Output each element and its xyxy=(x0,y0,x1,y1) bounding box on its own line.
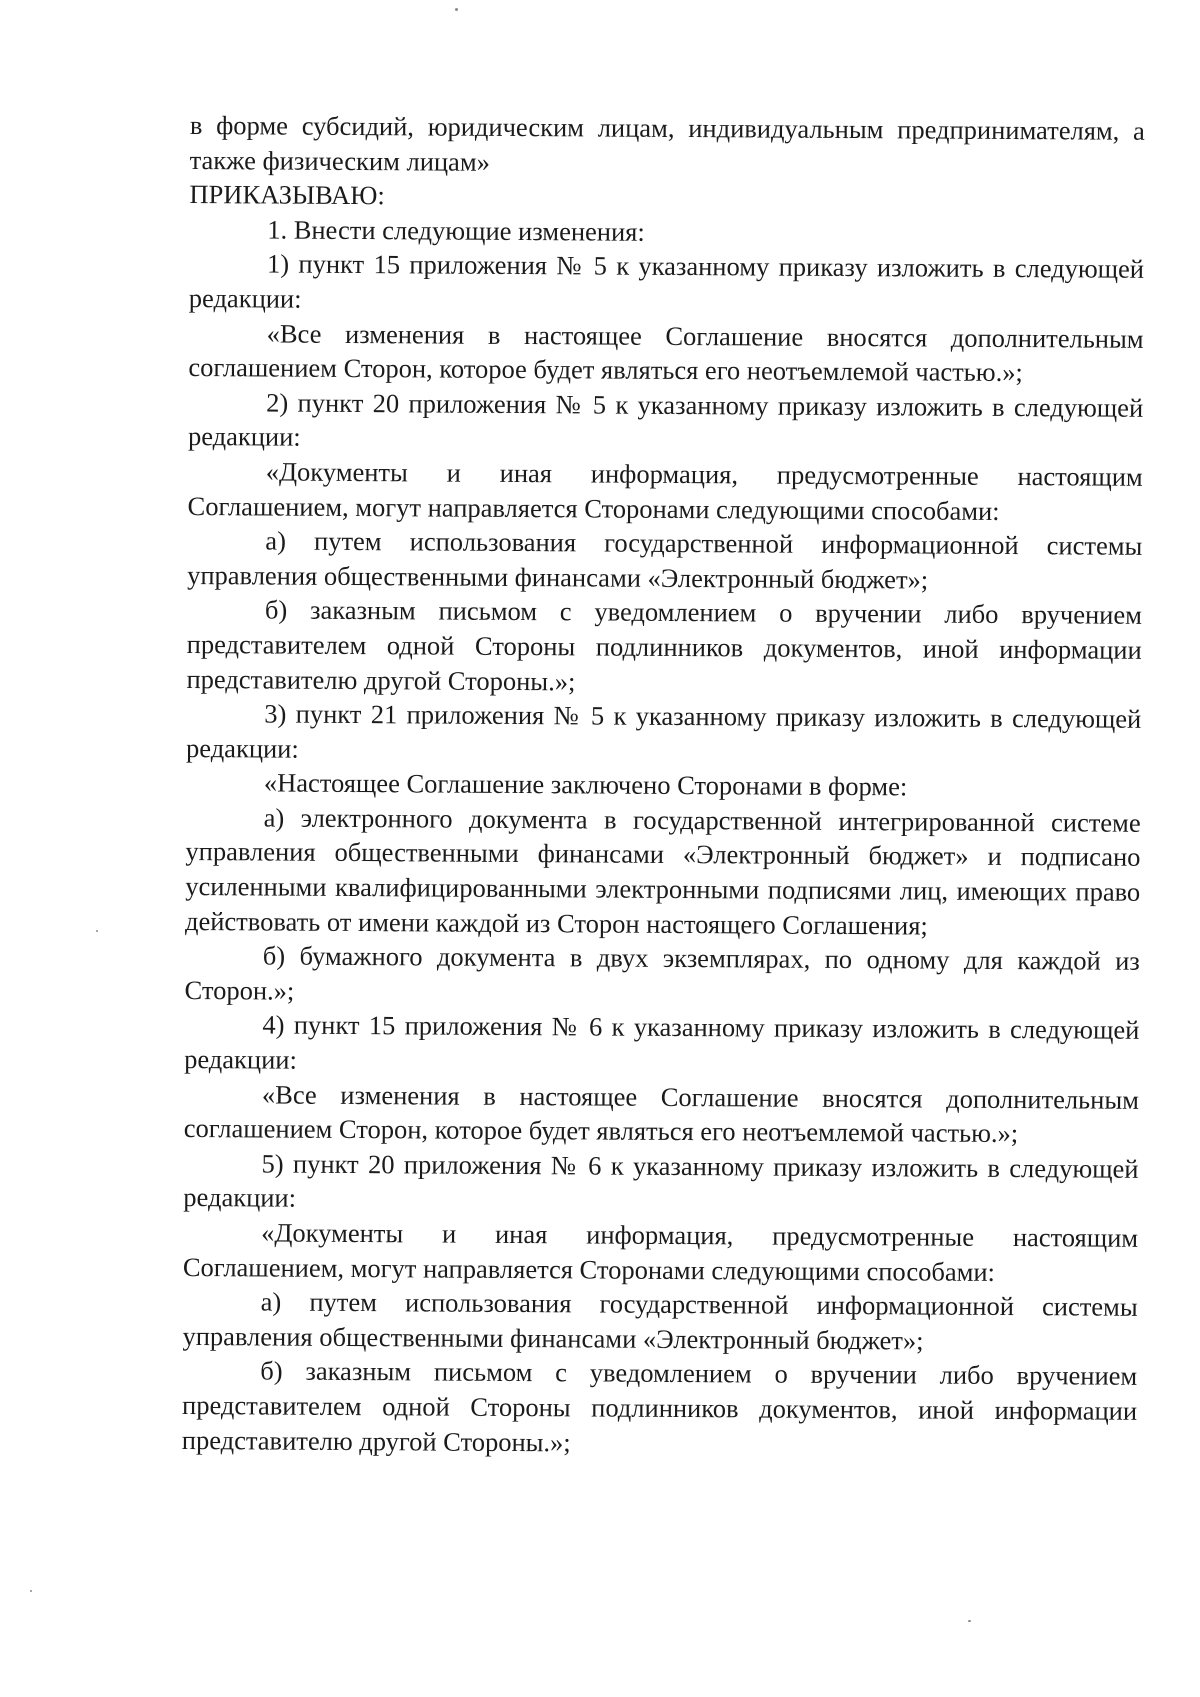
paragraph-preamble-end: в форме субсидий, юридическим лицам, индивидуальным предпринимателям, а также физическим лицам» xyxy=(189,109,1145,177)
paragraph-quote-changes-2: «Все изменения в настоящее Соглашение вносятся дополнительным соглашением Сторон, которое будет являться его неотъемлемой частью.»; xyxy=(183,1079,1140,1149)
paragraph-quote-documents: «Документы и иная информация, предусмотренные настоящим Соглашением, могут направляется Сторонами следующими способами: xyxy=(187,456,1143,526)
paragraph-quote-form: «Настоящее Соглашение заключено Сторонами в форме: xyxy=(263,767,908,802)
paragraph-subitem-5: 5) пункт 20 приложения № 6 к указанному приказу изложить в следующей редакции: xyxy=(183,1148,1139,1214)
scan-speck xyxy=(455,8,458,11)
scan-speck xyxy=(30,1590,32,1592)
paragraph-subitem-3: 3) пункт 21 приложения № 5 к указанному приказу изложить в следующей редакции: xyxy=(186,698,1142,764)
paragraph-option-a-2: а) путем использования государственной информационной системы управления общественными финансами «Электронный бюджет»; xyxy=(182,1286,1138,1356)
paragraph-subitem-2: 2) пункт 20 приложения № 5 к указанному приказу изложить в следующей редакции: xyxy=(187,387,1144,453)
paragraph-quote-documents-2: «Документы и иная информация, предусмотренные настоящим Соглашением, могут направляется Сторонами следующими способами: xyxy=(182,1217,1139,1287)
paragraph-form-b: б) бумажного документа в двух экземплярах, по одному для каждой из Сторон.»; xyxy=(184,940,1140,1006)
paragraph-option-a: а) путем использования государственной информационной системы управления общественными финансами «Электронный бюджет»; xyxy=(187,525,1143,595)
paragraph-option-b-2: б) заказным письмом с уведомлением о вручении либо вручением представителем одной Стороны подлинников документов, иной информации представителю другой Стороны.»; xyxy=(181,1355,1138,1457)
paragraph-quote-changes: «Все изменения в настоящее Соглашение вносятся дополнительным соглашением Сторон, которое будет являться его неотъемлемой частью.»; xyxy=(188,318,1144,388)
document-body xyxy=(182,108,1145,1463)
paragraph-subitem-1: 1) пункт 15 приложения № 5 к указанному приказу изложить в следующей редакции: xyxy=(188,248,1145,314)
paragraph-subitem-4: 4) пункт 15 приложения № 6 к указанному приказу изложить в следующей редакции: xyxy=(184,1009,1140,1075)
paragraph-form-a: а) электронного документа в государственной интегрированной системе управления общественными финансами «Электронный бюджет» и подписано усиленными квалифицированными электронными подписями лиц, имеющих право действовать от имени каждой из Сторон настоящего Соглашения; xyxy=(184,802,1141,941)
paragraph-item-1: 1. Внести следующие изменения: xyxy=(267,214,645,247)
paragraph-order-heading: ПРИКАЗЫВАЮ: xyxy=(189,179,385,211)
paragraph-option-b: б) заказным письмом с уведомлением о вручении либо вручением представителем одной Стороны подлинников документов, иной информации представителю другой Стороны.»; xyxy=(186,594,1143,696)
scan-speck xyxy=(96,930,98,932)
scan-speck xyxy=(968,1620,971,1622)
